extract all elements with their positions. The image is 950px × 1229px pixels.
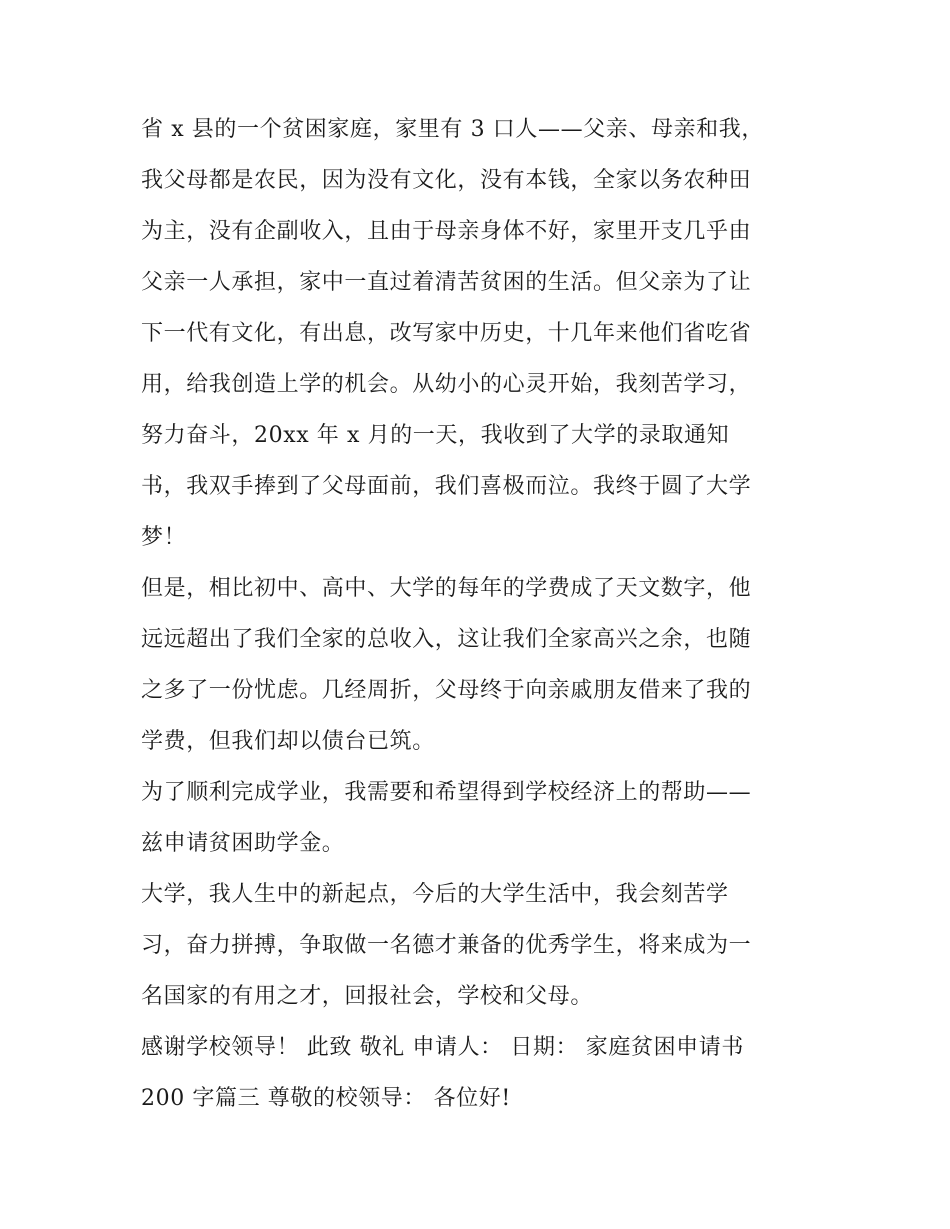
text-line: 学费，但我们却以债台已筑。 — [141, 729, 435, 754]
text-line: 习，奋力拼搏，争取做一名德才兼备的优秀学生，将来成为一 — [141, 933, 752, 958]
text-line: 为了顺利完成学业，我需要和希望得到学校经济上的帮助—— — [141, 780, 752, 805]
text-line: 父亲一人承担，家中一直过着清苦贫困的生活。但父亲为了让 — [141, 270, 752, 295]
text-line: 用，给我创造上学的机会。从幼小的心灵开始，我刻苦学习， — [141, 372, 752, 397]
text-line: 下一代有文化，有出息，改写家中历史，十几年来他们省吃省 — [141, 321, 752, 346]
text-line: 梦！ — [141, 525, 187, 550]
text-line: 之多了一份忧虑。几经周折，父母终于向亲戚朋友借来了我的 — [141, 678, 752, 703]
text-line: 名国家的有用之才，回报社会，学校和父母。 — [141, 984, 594, 1009]
text-line: 远远超出了我们全家的总收入，这让我们全家高兴之余，也随 — [141, 627, 752, 652]
text-line: 200 字篇三 尊敬的校领导： 各位好! — [141, 1086, 511, 1111]
text-line: 大学，我人生中的新起点，今后的大学生活中，我会刻苦学 — [141, 882, 729, 907]
text-line: 为主，没有企副收入，且由于母亲身体不好，家里开支几乎由 — [141, 219, 752, 244]
text-line: 我父母都是农民，因为没有文化，没有本钱，全家以务农种田 — [141, 168, 752, 193]
text-line: 省 x 县的一个贫困家庭，家里有 3 口人——父亲、母亲和我， — [141, 117, 764, 142]
text-line: 努力奋斗，20xx 年 x 月的一天，我收到了大学的录取通知 — [141, 423, 730, 448]
text-line: 书，我双手捧到了父母面前，我们喜极而泣。我终于圆了大学 — [141, 474, 752, 499]
text-line: 但是，相比初中、高中、大学的每年的学费成了天文数字，他 — [141, 576, 752, 601]
text-line: 感谢学校领导！ 此致 敬礼 申请人： 日期： 家庭贫困申请书 — [141, 1035, 744, 1060]
text-line: 兹申请贫困助学金。 — [141, 831, 345, 856]
